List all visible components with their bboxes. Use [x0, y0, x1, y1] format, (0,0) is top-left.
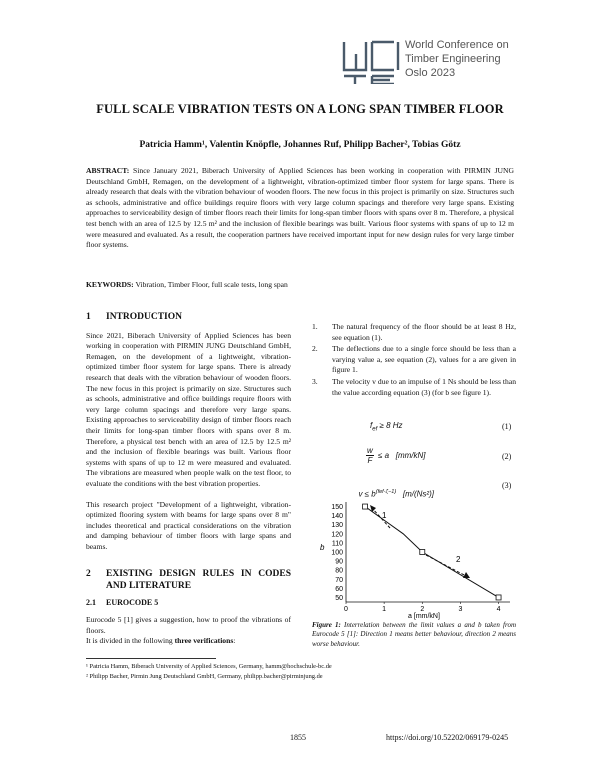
section-1-number: 1 — [86, 312, 91, 322]
annotation-2: 2 — [456, 555, 461, 564]
eq2-rhs: ≤ a [mm/kN] — [375, 451, 426, 460]
equation-1-number: (1) — [502, 422, 512, 431]
abstract — [86, 166, 514, 251]
conference-name — [405, 38, 565, 80]
chart-axes — [346, 502, 510, 602]
list-item — [312, 344, 516, 376]
list-item-text: The deflections due to a single force should be less than a varying value a, see equation (2), values for a are given in figure 1. — [332, 344, 516, 375]
logo-line-2: Timber Engineering — [405, 53, 501, 65]
logo-line-3: Oslo 2023 — [405, 67, 456, 79]
x-tick-label: 2 — [420, 606, 425, 613]
list-item-text: The natural frequency of the floor should be at least 8 Hz, see equation (1). — [332, 322, 516, 342]
verification-list — [312, 322, 516, 398]
section-1-heading — [86, 312, 291, 323]
abstract-text: Since January 2021, Biberach University of Applied Sciences has been working in cooperation with PIRMIN JUNG Deutschland GmbH, Remagen, on the development of a lightweight, vibration-optimized timber floor system for large spans. There is already research that deals with the vibration behaviour of wooden floors. The new focus in this project is primarily on size. Structures such as schools, administrative and office buildings require floors with very large column spacings and therefore very large spans. Existing approaches to serviceability design of timber floors reach their limits for long-span timber floors with spans over 8 m. Therefore, a physical test bench with an area of 12.5 by 12.5 m² and the inclusion of flexible bearings was built. Various floor systems with spans of up to 12 m were measured and evaluated. As a result, the cooperation partners have received important input for new design rules for very large timber floor systems. — [86, 166, 514, 250]
chart-y-label: b — [320, 543, 325, 552]
y-tick-label: 120 — [331, 531, 343, 539]
eq3-rhs: [m/(Ns²)] — [396, 489, 434, 499]
equation-3-number: (3) — [502, 481, 512, 490]
y-tick-label: 60 — [335, 585, 343, 593]
eq2-fraction — [366, 446, 374, 465]
y-tick-label: 150 — [331, 504, 343, 512]
y-tick-label: 140 — [331, 513, 343, 521]
eurocode-paragraph-2 — [86, 636, 291, 647]
wcte-logo-icon — [342, 40, 402, 84]
data-point — [363, 504, 368, 509]
data-point — [420, 550, 425, 555]
intro-paragraph-2: This research project "Development of a lightweight, vibration-optimized flooring system with beams for large spans over 8 m" includes theoretical and practical considerations on the vibration and damping behaviour of timber floors with large spans and beams. — [86, 499, 291, 551]
authors: Patricia Hamm¹, Valentin Knöpfle, Johannes Ruf, Philipp Bacher², Tobias Götz — [139, 140, 461, 150]
y-tick-label: 70 — [335, 576, 343, 584]
figure-1-caption — [312, 621, 516, 649]
subsection-2-1-title: EUROCODE 5 — [106, 598, 159, 608]
footnote-2: ² Philipp Bacher, Pirmin Jung Deutschland GmbH, Germany, philipp.bacher@pirminjung.de — [86, 673, 323, 680]
x-tick-label: 1 — [382, 606, 387, 613]
equation-2-number: (2) — [502, 452, 512, 461]
annotation-1: 1 — [382, 511, 387, 520]
subsection-2-1-number: 2.1 — [86, 598, 96, 608]
x-tick-label: 4 — [496, 606, 501, 613]
eq2-denominator: F — [367, 456, 373, 465]
equation-2 — [366, 446, 426, 465]
footnote-1: ¹ Patricia Hamm, Biberach University of Applied Sciences, Germany, hamm@hochschule-bc.de — [86, 663, 332, 670]
y-tick-label: 100 — [331, 549, 343, 557]
data-point — [496, 595, 501, 600]
list-item-number: 3. — [312, 376, 318, 386]
section-1-title: INTRODUCTION — [106, 312, 183, 322]
eurocode-para-2-start: It is divided in the following — [86, 636, 175, 646]
y-tick-label: 50 — [335, 594, 343, 602]
eurocode-paragraph-1: Eurocode 5 [1] gives a suggestion, how to proof the vibrations of floors. — [86, 615, 291, 635]
logo-line-1: World Conference on — [405, 39, 509, 51]
eurocode-para-2-end: : — [233, 636, 236, 646]
series-line — [365, 507, 498, 598]
three-verifications: three verifications — [174, 636, 234, 646]
list-item-number: 1. — [312, 322, 318, 331]
eq1-rhs: ≥ 8 Hz — [377, 421, 403, 430]
eq3-lhs: v ≤ b — [358, 489, 376, 499]
keywords-text: Vibration, Timber Floor, full scale tests, long span — [133, 280, 288, 289]
left-column — [86, 312, 291, 647]
section-2-heading — [86, 568, 291, 592]
list-item — [312, 322, 516, 343]
caption-text: Interrelation between the limit values a and b taken from Eurocode 5 [1]: Direction 1 means better behaviour, direction 2 means worse behaviour. — [312, 621, 517, 648]
chart-y-ticks — [331, 504, 343, 602]
equation-1 — [370, 421, 403, 433]
right-column — [312, 322, 516, 399]
list-item-text: The velocity v due to an impulse of 1 Ns should be less than the value according equation (3) (for b see figure 1). — [332, 376, 516, 397]
section-2-number: 2 — [86, 569, 91, 580]
doi: https://doi.org/10.52202/069179-0245 — [386, 733, 509, 742]
paper-title: FULL SCALE VIBRATION TESTS ON A LONG SPAN TIMBER FLOOR — [96, 102, 504, 116]
page-number: 1855 — [290, 733, 306, 742]
x-tick-label: 3 — [458, 606, 463, 613]
chart-x-ticks — [344, 602, 501, 613]
y-tick-label: 90 — [335, 558, 343, 566]
footnote-divider — [86, 658, 216, 659]
list-item — [312, 377, 516, 398]
intro-paragraph-1: Since 2021, Biberach University of Applied Sciences has been working in cooperation with PIRMIN JUNG Deutschland GmbH, Remagen, on the development of a lightweight, vibration-optimized timber floor system for large spans. There is already research that deals with the vibration behaviour of wooden floors. The new focus in this project is primarily on size. Structures such as schools, administrative and office buildings require floors with very large column spacings and therefore very large spans. Existing approaches to serviceability design of timber floors reach their limits for long-span timber floors with spans over 8 m. Therefore, a physical test bench with an area of 12.5 by 12.5 m² and the inclusion of flexible bearings was built. Various floor systems with spans of up to 12 m were measured and evaluated. The vibrations are measured when people walk on the test floor, to evaluate the conditions with the best vibration properties. — [86, 330, 291, 488]
figure-1-chart — [318, 498, 518, 620]
eq1-lhs: f — [370, 421, 373, 430]
keywords — [86, 280, 514, 291]
section-2-title: EXISTING DESIGN RULES IN CODES AND LITERATURE — [106, 569, 291, 592]
y-tick-label: 80 — [335, 567, 343, 575]
y-tick-label: 110 — [331, 540, 343, 548]
y-tick-label: 130 — [331, 522, 343, 530]
eq1-sub: ef — [372, 426, 378, 433]
caption-label: Figure 1: — [312, 621, 341, 629]
keywords-label: KEYWORDS: — [86, 280, 134, 289]
chart-x-label: a [mm/kN] — [408, 613, 440, 620]
x-tick-label: 0 — [344, 606, 348, 613]
eq3-sup: (fef·ζ−1) — [375, 489, 397, 495]
equation-3 — [354, 480, 434, 499]
eq2-numerator: w — [367, 446, 373, 455]
list-item-number: 2. — [312, 344, 318, 354]
abstract-label: ABSTRACT: — [86, 166, 130, 175]
subsection-2-1-heading — [86, 598, 291, 609]
